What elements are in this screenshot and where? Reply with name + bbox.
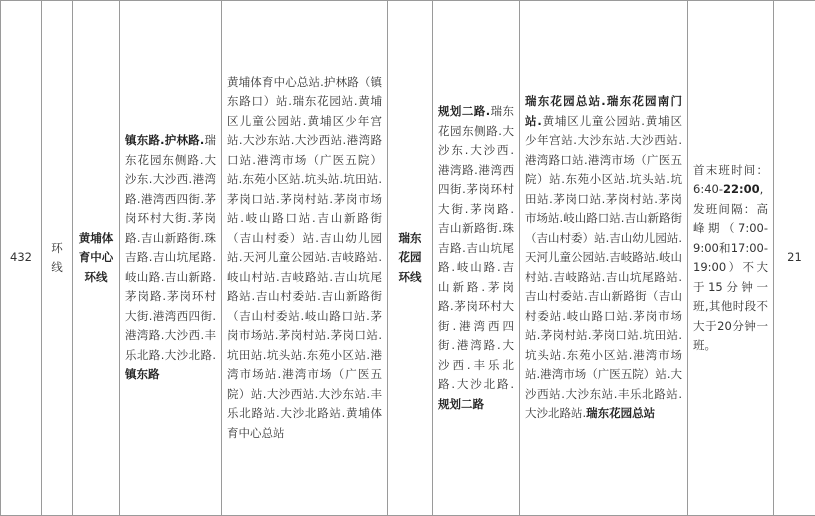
forward-stops: 黄埔体育中心总站.护林路（镇东路口）站.瑞东花园站.黄埔区儿童公园站.黄埔区少年宫站.大沙东站.大沙西站.港湾路口站.港湾市场（广医五院）站.东苑小区站.坑头站.坑田站.茅岗口站.茅岗村站.茅岗市场站.岐山路口站.吉山新路街（吉山村委）站.吉山幼儿园站.天河儿童公园站.吉岐路站.岐山村站.吉岐路站.吉山坑尾路站.吉山村委站.吉山新路街（吉山村委站.岐山路口站.茅岗市场站.茅岗村站.茅岗口站.坑田站.坑头站.东苑小区站.港湾市场站.港湾市场（广医五院）站.大沙西站.大沙东站.丰乐北路站.大沙北路站.黄埔体育中心总站 [222, 1, 388, 516]
return-stops: 瑞东花园总站.瑞东花园南门站.黄埔区儿童公园站.黄埔区少年宫站.大沙东站.大沙西站.港湾路口站.港湾市场（广医五院）站.东苑小区站.坑头站.坑田站.茅岗口站.茅岗村站.茅岗市场站.岐山路口站.吉山新路街（吉山村委）站.吉山幼儿园站.天河儿童公园站.吉岐路站.岐山村站.吉岐路站.吉山坑尾路站.吉山村委站.吉山新路街（吉山村委站.岐山路口站.茅岗市场站.茅岗村站.茅岗口站.坑田站.坑头站.东苑小区站.港湾市场站.港湾市场（广医五院）站.大沙西站.大沙东站.丰乐北路站.大沙北路站.瑞东花园总站 [520, 1, 688, 516]
route-name: 黄埔体育中心环线 [73, 1, 120, 516]
schedule-info: 首末班时间：6:40-22:00,发班间隔：高峰期（7:00-9:00和17:00-19:00）不大于15分钟一班,其他时段不大于20分钟一班。 [688, 1, 774, 516]
vehicle-count: 21 [774, 1, 815, 516]
route-type: 环线 [42, 1, 73, 516]
forward-roads: 镇东路.护林路.瑞东花园东侧路.大沙东.大沙西.港湾路.港湾西四街.茅岗环村大街.茅岗路.吉山新路街.珠吉路.吉山坑尾路.岐山路.吉山新路.茅岗路.茅岗环村大街.港湾西四街.港湾路.大沙西.丰乐北路.大沙北路.镇东路 [120, 1, 222, 516]
table-row [1, 1, 815, 516]
route-number: 432 [1, 1, 42, 516]
terminal-name: 瑞东花园环线 [388, 1, 433, 516]
return-roads: 规划二路.瑞东花园东侧路.大沙东.大沙西.港湾路.港湾西四街.茅岗环村大街.茅岗路.吉山新路街.珠吉路.吉山坑尾路.岐山路.吉山新路.茅岗路.茅岗环村大街.港湾西四街.港湾路.大沙西.丰乐北路.大沙北路.规划二路 [433, 1, 520, 516]
